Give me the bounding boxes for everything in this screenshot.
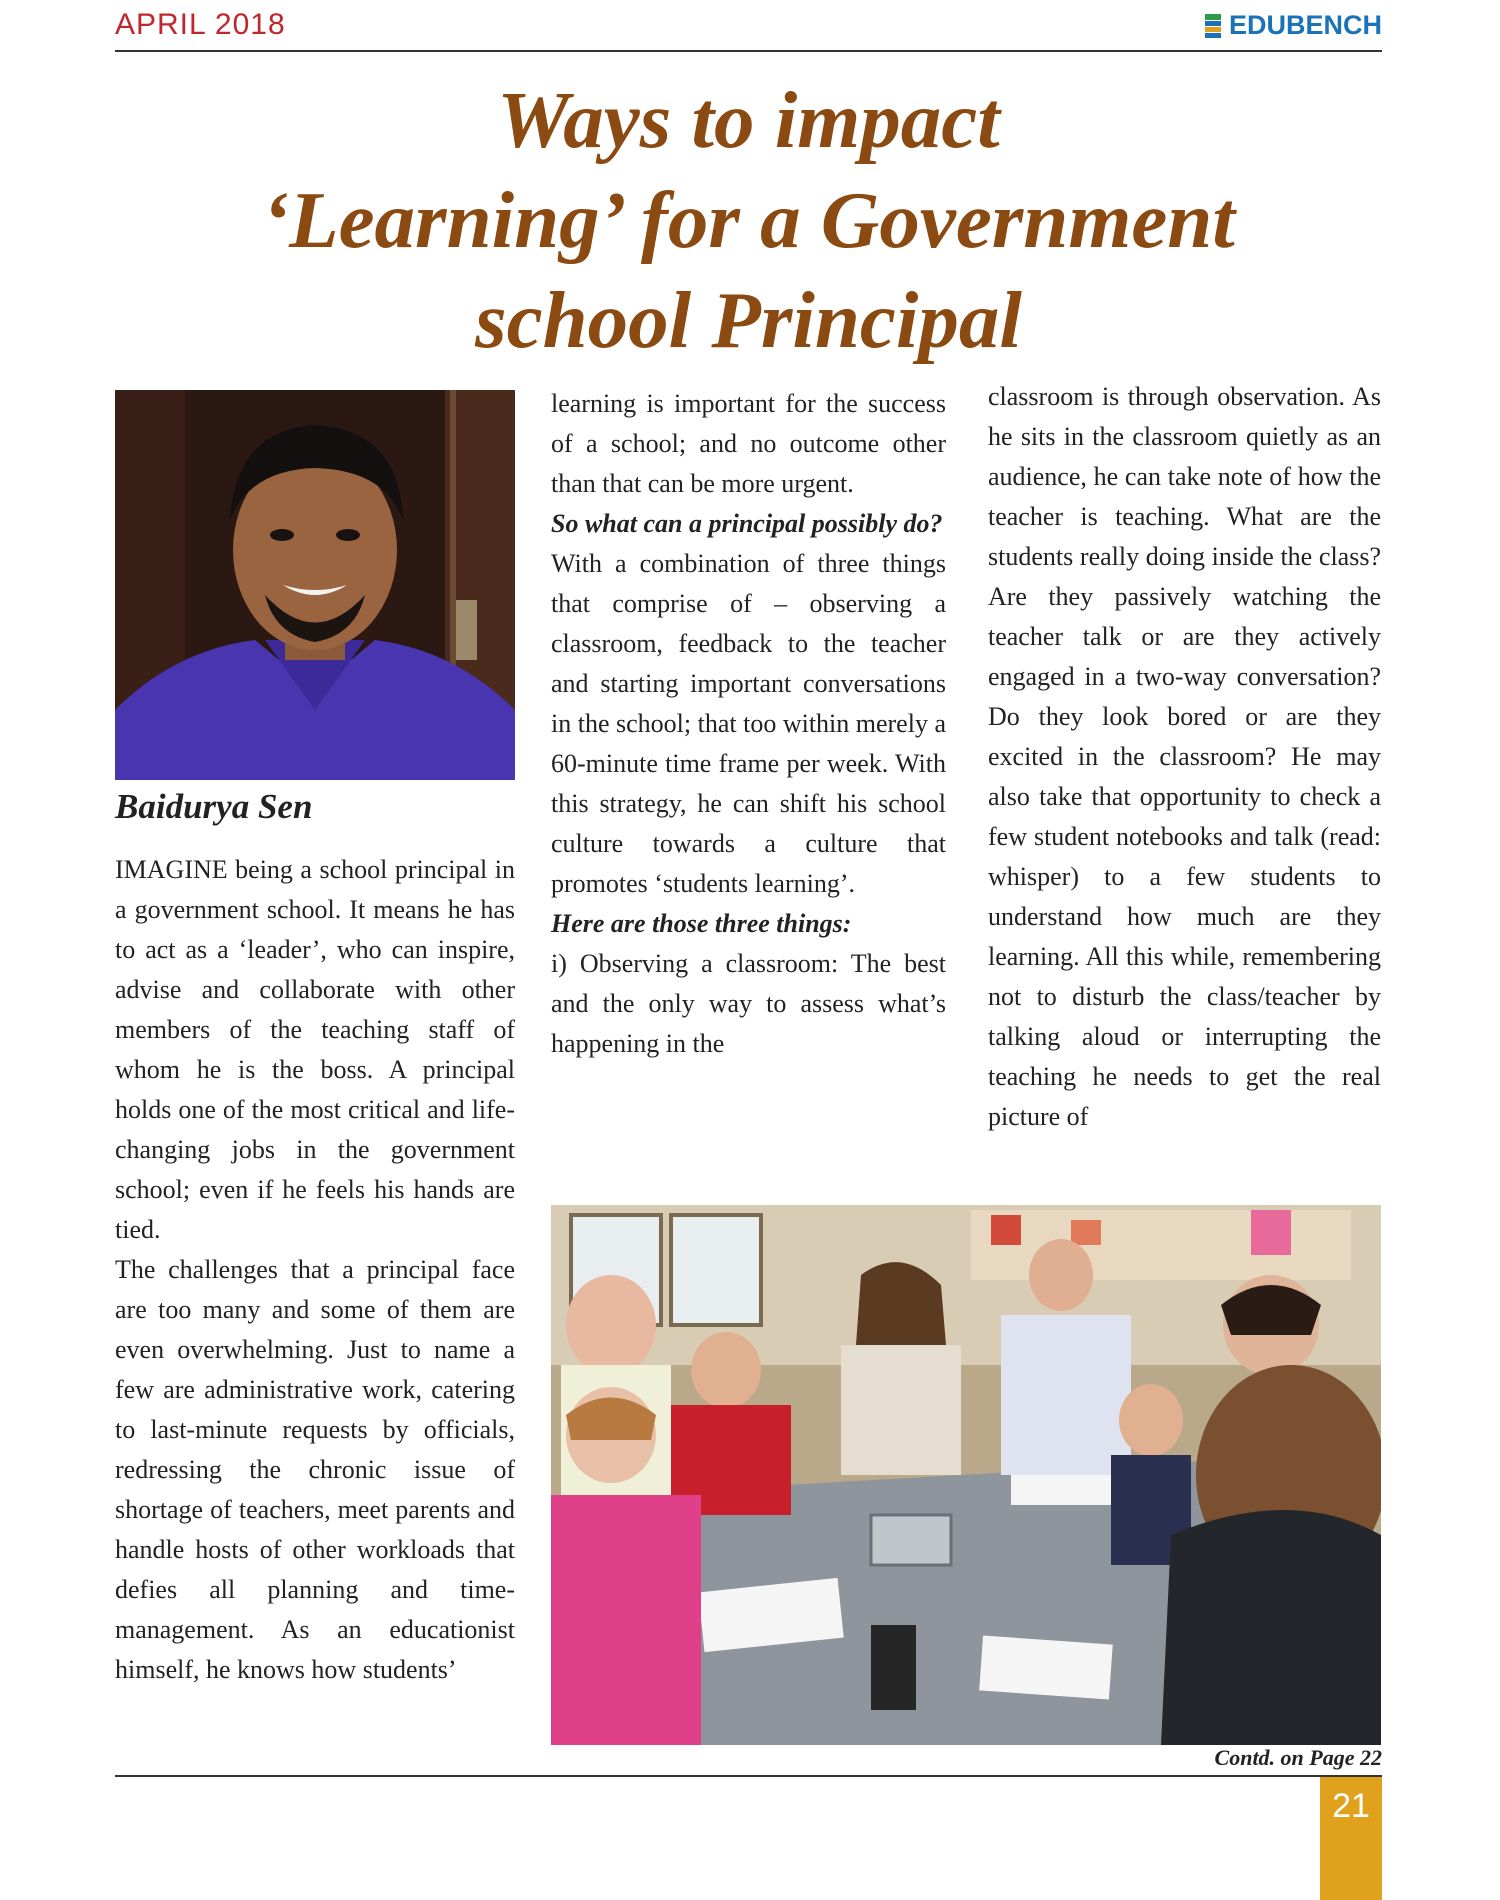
subheading-question: So what can a principal possibly do?	[551, 509, 943, 538]
column-3	[988, 377, 1381, 1137]
body-paragraph: With a combination of three things that comprise of – observing a classroom, feedback to the teacher and starting important conversations in the school; that too within merely a 60-minute time frame per week. With this strategy, he can shift his school culture towards a culture that promotes ‘students learning’.	[551, 549, 946, 898]
body-paragraph: learning is important for the success of a school; and no outcome other than that can be more urgent.	[551, 389, 946, 498]
author-portrait	[115, 390, 515, 780]
book-stack-icon	[1203, 13, 1223, 39]
body-paragraph: The challenges that a principal face are too many and some of them are even overwhelming. Just to name a few are administrative work, catering to last-minute requests by officials, redressing the chronic issue of shortage of teachers, meet parents and handle hosts of other workloads that defies all planning and time-management. As an educationist himself, he knows how students’	[115, 1255, 515, 1684]
brand-name: EDUBENCH	[1228, 10, 1382, 40]
brand-logo	[1203, 10, 1382, 41]
header-divider	[115, 50, 1382, 52]
title-line: ‘Learning’ for a Government	[262, 175, 1235, 265]
title-line: Ways to impact	[497, 75, 1000, 165]
article-title	[115, 70, 1382, 370]
page-number: 21	[1320, 1777, 1382, 1900]
author-name: Baidurya Sen	[115, 787, 313, 826]
continued-note: Contd. on Page 22	[1214, 1745, 1382, 1770]
column-1	[115, 850, 515, 1690]
footer-divider	[115, 1775, 1382, 1777]
issue-date: APRIL 2018	[115, 8, 286, 41]
body-paragraph: IMAGINE being a school principal in a government school. It means he has to act as a ‘leader’, who can inspire, advise and collaborate with other members of the teaching staff of whom he is the boss. A principal holds one of the most critical and life-changing jobs in the government school; even if he feels his hands are tied.	[115, 855, 515, 1244]
subheading-list-intro: Here are those three things:	[551, 909, 852, 938]
body-paragraph: classroom is through observation. As he sits in the classroom quietly as an audience, he can take note of how the teacher is teaching. What are the students really doing inside the class? Are they passively watching the teacher talk or are they actively engaged in a two-way conversation? Do they look bored or are they excited in the classroom? He may also take that opportunity to check a few student notebooks and talk (read: whisper) to a few students to understand how much are they learning. All this while, remembering not to disturb the class/teacher by talking aloud or interrupting the teaching he needs to get the real picture of	[988, 382, 1381, 1131]
body-paragraph: i) Observing a classroom: The best and the only way to assess what’s happening in the	[551, 949, 946, 1058]
classroom-photo	[551, 1205, 1381, 1745]
column-2	[551, 384, 946, 1064]
title-line: school Principal	[475, 275, 1022, 365]
